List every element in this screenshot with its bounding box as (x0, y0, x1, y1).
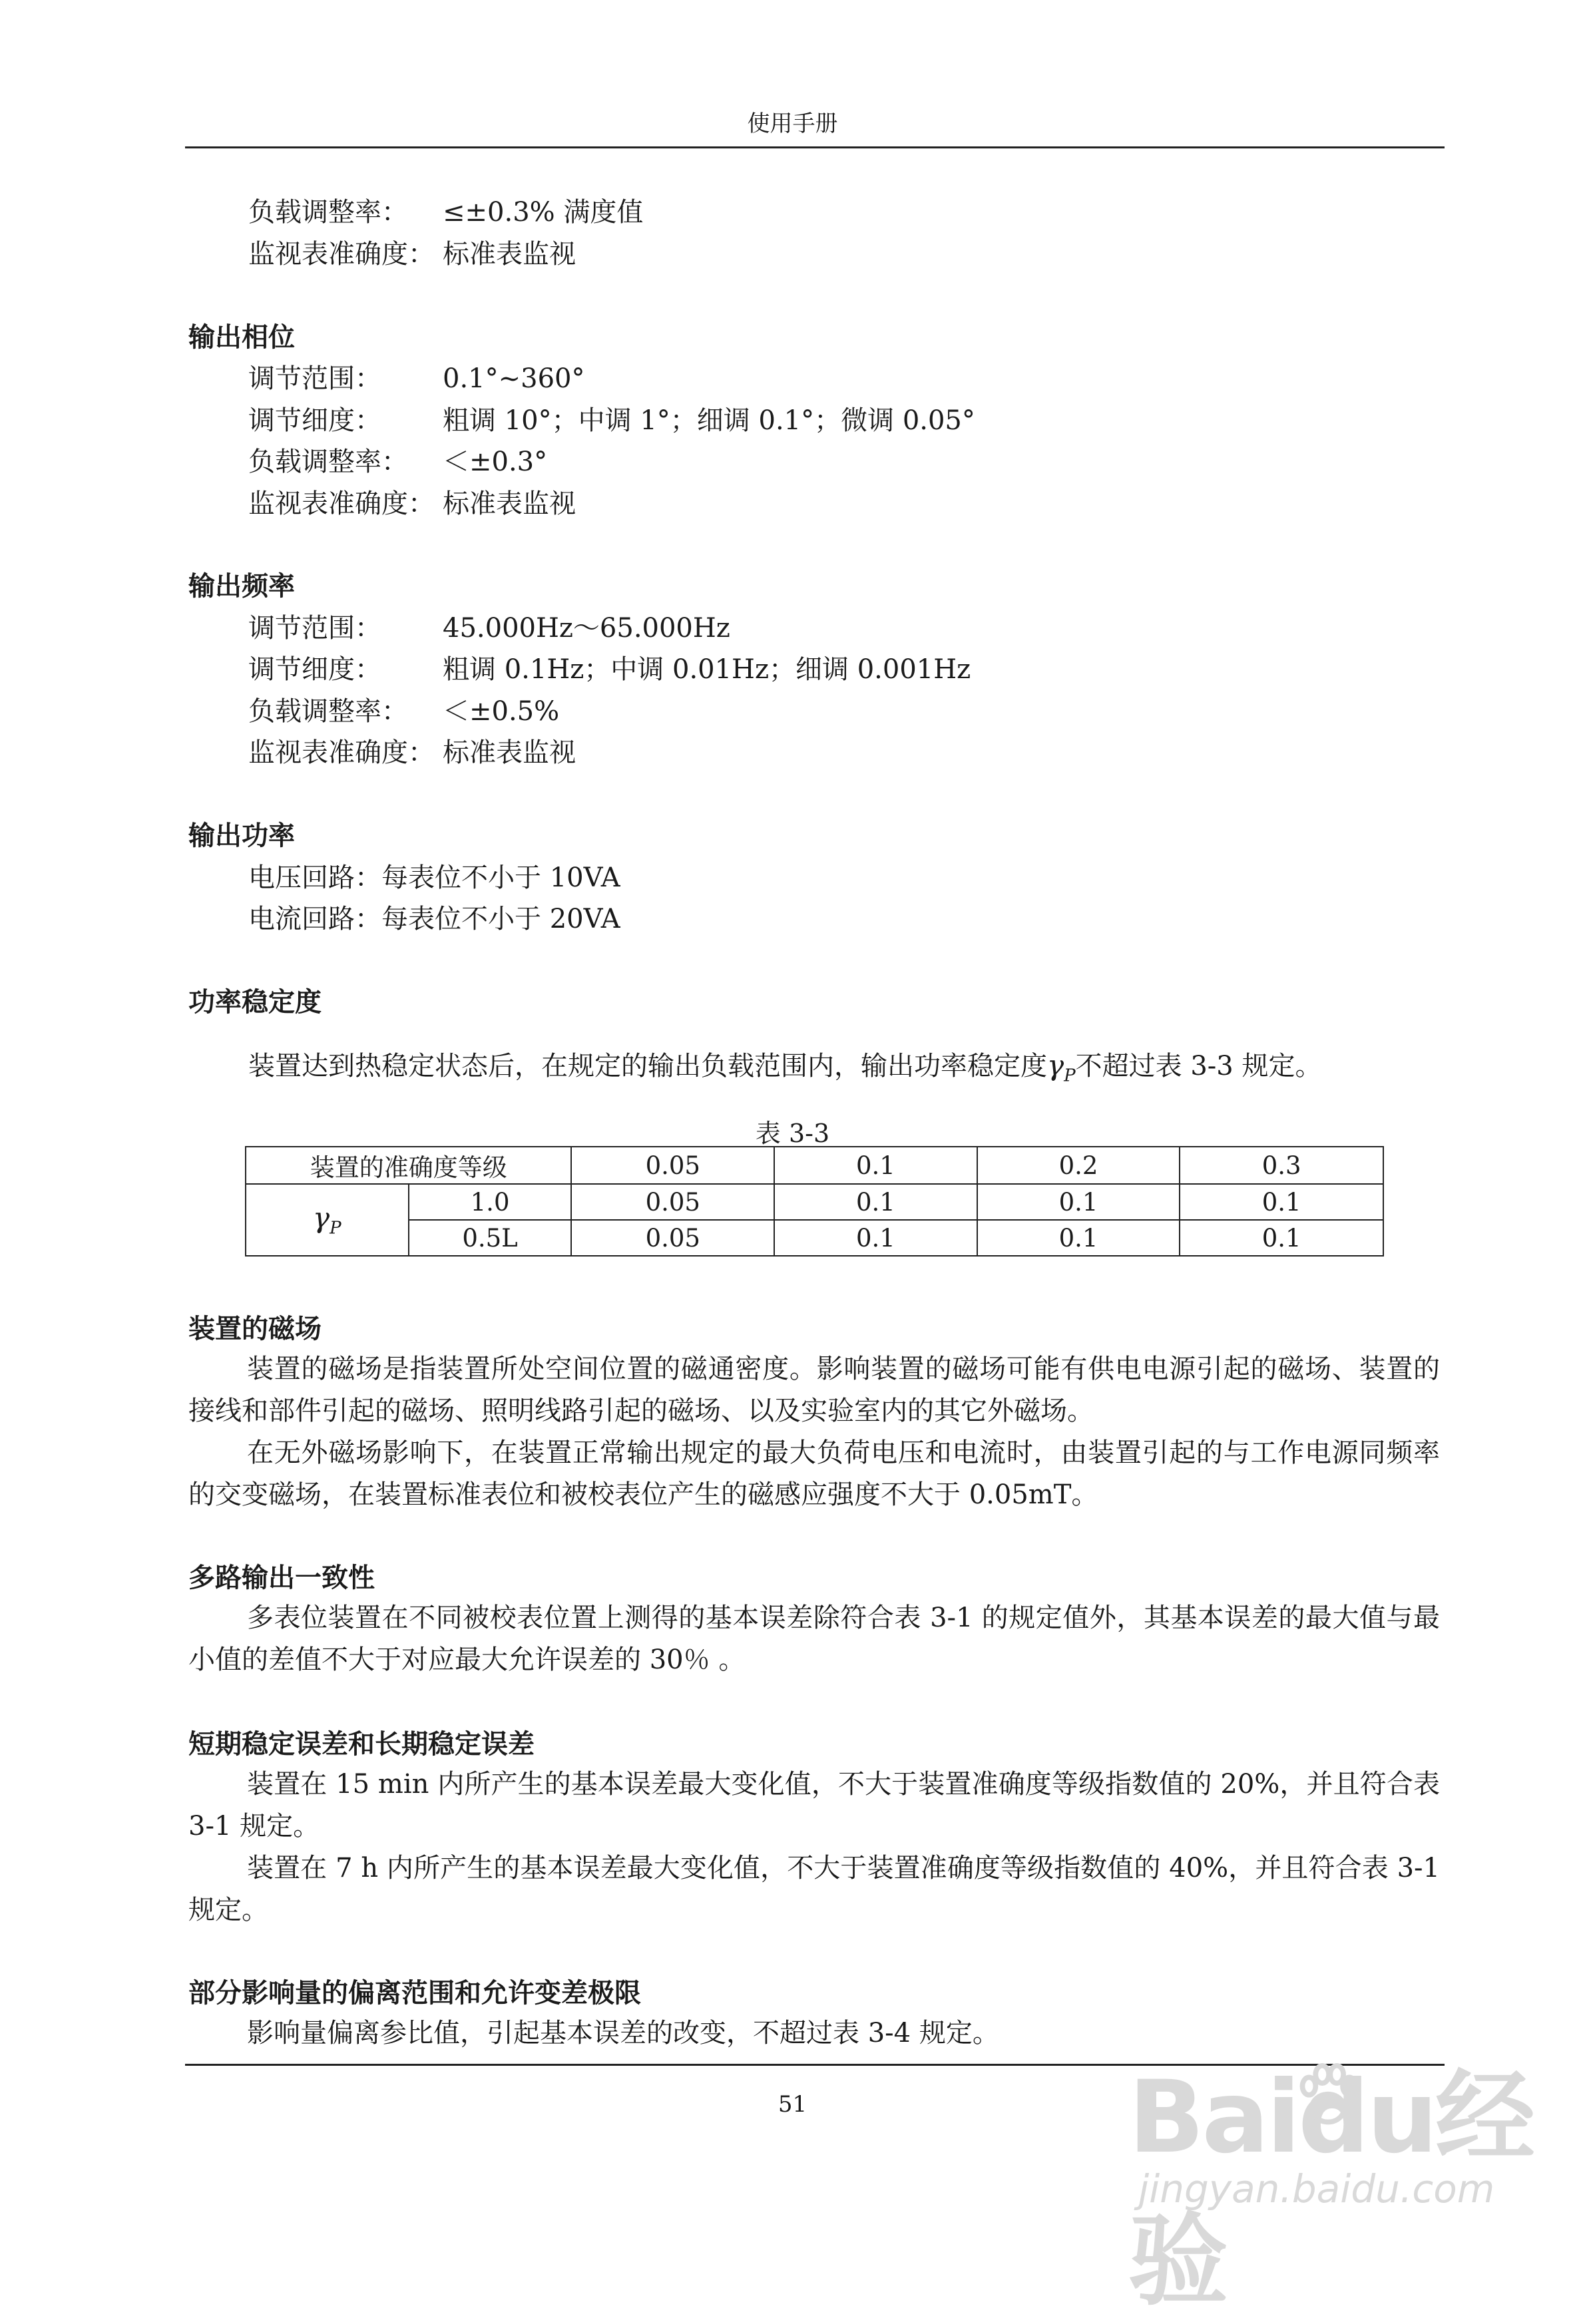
paw-icon (1291, 2060, 1365, 2133)
table-cell: 0.1 (1180, 1220, 1383, 1256)
spec-label: 负载调整率： (248, 197, 408, 228)
spec-row (248, 407, 975, 434)
table-header-cell: 0.3 (1180, 1147, 1383, 1184)
table-cell: 0.1 (977, 1184, 1180, 1220)
stability-text-before: 装置达到热稳定状态后，在规定的输出负载范围内，输出功率稳定度 (248, 1051, 1047, 1081)
table-cell: 0.1 (1180, 1184, 1383, 1220)
spec-label: 监视表准确度： (248, 737, 435, 768)
paragraph: 多表位装置在不同被校表位置上测得的基本误差除符合表 3-1 的规定值外，其基本误差的最大值与最小值的差值不大于对应最大允许误差的 30％ 。 (188, 1603, 1440, 1675)
spec-value: 粗调 10°；中调 1°；细调 0.1°；微调 0.05° (443, 405, 975, 436)
paragraph: 影响量偏离参比值，引起基本误差的改变，不超过表 3-4 规定。 (247, 2018, 999, 2048)
spec-row: 电压回路：每表位不小于 10VA (248, 863, 620, 893)
section-heading-consistency: 多路输出一致性 (188, 1563, 375, 1593)
spec-value: 标准表监视 (443, 239, 576, 270)
section-heading-phase: 输出相位 (188, 322, 295, 353)
paragraph: 装置的磁场是指装置所处空间位置的磁通密度。影响装置的磁场可能有供电电源引起的磁场、装置的接线和部件引起的磁场、照明线路引起的磁场、以及实验室内的其它外磁场。 (188, 1354, 1440, 1426)
header-title: 使用手册 (747, 110, 838, 137)
section-heading-magnetic: 装置的磁场 (188, 1314, 322, 1344)
spec-value: 标准表监视 (443, 737, 576, 768)
table-cell: 0.05 (571, 1220, 774, 1256)
spec-value: ＜±0.3° (443, 447, 548, 477)
stability-text (248, 1049, 1322, 1086)
spec-value: ≤±0.3% 满度值 (443, 197, 644, 228)
section-heading-frequency: 输出频率 (188, 571, 295, 602)
watermark-url: jingyan.baidu.com (1138, 2166, 1495, 2212)
table-row (246, 1220, 1383, 1256)
spec-value: 粗调 0.1Hz；中调 0.01Hz；细调 0.001Hz (443, 654, 971, 685)
baidu-watermark (1102, 2023, 1568, 2319)
table-cell: 0.1 (774, 1184, 977, 1220)
spec-value: 0.1°~360° (443, 363, 585, 394)
spec-row (248, 490, 576, 517)
table-cell-factor: 1.0 (409, 1184, 572, 1220)
table-cell-factor: 0.5L (409, 1220, 572, 1256)
section-heading-power: 输出功率 (188, 821, 295, 851)
table-header-cell: 0.05 (571, 1147, 774, 1184)
table-3-3 (245, 1146, 1384, 1257)
table-row (246, 1184, 1383, 1220)
spec-label: 监视表准确度： (248, 239, 435, 270)
spec-label: 调节范围： (248, 363, 381, 394)
table-cell: 0.1 (977, 1220, 1180, 1256)
spec-row (248, 739, 576, 766)
table-header-cell: 0.1 (774, 1147, 977, 1184)
spec-row (248, 656, 971, 683)
spec-label: 负载调整率： (248, 696, 408, 727)
paragraph: 装置在 15 min 内所产生的基本误差最大变化值，不大于装置准确度等级指数值的 20%，并且符合表 3-1 规定。 (188, 1769, 1440, 1841)
page-number: 51 (778, 2091, 807, 2118)
spec-row (248, 449, 547, 475)
section-heading-stability: 功率稳定度 (188, 987, 322, 1018)
table-header-row (246, 1147, 1383, 1184)
spec-value: 标准表监视 (443, 488, 576, 519)
table-header-cell: 0.2 (977, 1147, 1180, 1184)
spec-label: 调节细度： (248, 405, 381, 436)
spec-label: 监视表准确度： (248, 488, 435, 519)
table-cell: 0.1 (774, 1220, 977, 1256)
stability-text-after: 不超过表 3-3 规定。 (1075, 1051, 1322, 1081)
table-caption: 表 3-3 (755, 1119, 830, 1148)
gamma-symbol: $\gamma_P$ (1047, 1049, 1076, 1086)
spec-label: 调节细度： (248, 654, 381, 685)
header-rule (185, 146, 1445, 148)
spec-row (248, 365, 584, 392)
spec-label: 调节范围： (248, 613, 381, 644)
spec-label: 负载调整率： (248, 447, 408, 477)
spec-value: ＜±0.5% (443, 696, 560, 727)
spec-row (248, 199, 643, 226)
section-heading-influence: 部分影响量的偏离范围和允许变差极限 (188, 1978, 641, 2009)
table-header-label: 装置的准确度等级 (246, 1147, 571, 1184)
spec-row (248, 241, 576, 268)
table-cell: 0.05 (571, 1184, 774, 1220)
paragraph: 在无外磁场影响下，在装置正常输出规定的最大负荷电压和电流时，由装置引起的与工作电源同频率的交变磁场，在装置标准表位和被校表位产生的磁感应强度不大于 0.05mT。 (188, 1438, 1440, 1510)
spec-value: 45.000Hz～65.000Hz (443, 613, 730, 644)
section-heading-stable-error: 短期稳定误差和长期稳定误差 (188, 1729, 535, 1760)
table-row-symbol: $\gamma_P$ (246, 1184, 409, 1256)
spec-row (248, 698, 559, 725)
spec-row: 电流回路：每表位不小于 20VA (248, 904, 620, 934)
paragraph: 装置在 7 h 内所产生的基本误差最大变化值，不大于装置准确度等级指数值的 40%，并且符合表 3-1 规定。 (188, 1853, 1440, 1925)
spec-row (248, 615, 730, 642)
watermark-brand: Baidu经验 (1128, 2060, 1533, 2319)
